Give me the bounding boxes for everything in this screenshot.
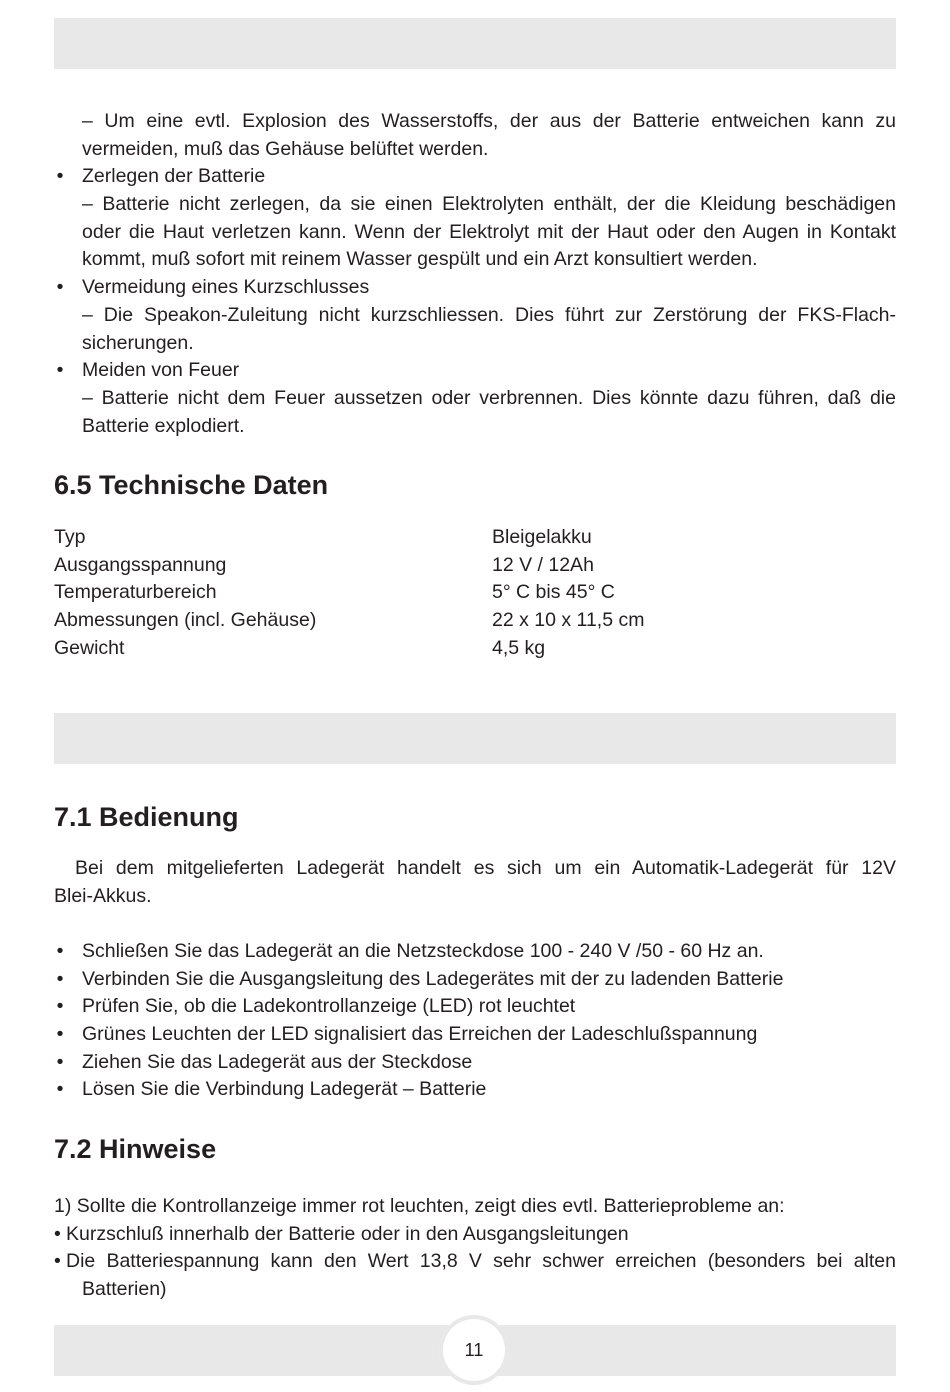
list-item	[54, 938, 896, 966]
list-item-title: Vermeidung eines Kurzschlusses	[82, 276, 370, 299]
list-item	[54, 1221, 896, 1249]
text-line: – Batterie nicht zerlegen, da sie einen Elektrolyten enthält, der die Kleidung beschädigen	[82, 193, 896, 216]
list-item-text: Schließen Sie das Ladegerät an die Netzsteckdose 100 - 240 V /50 - 60 Hz an.	[82, 940, 764, 962]
text-line: Batterien)	[82, 1278, 167, 1301]
operation-steps	[54, 938, 896, 1104]
list-item	[54, 1076, 896, 1104]
list-item-text: Prüfen Sie, ob die Ladekontrollanzeige (LED) rot leuchtet	[82, 995, 576, 1018]
list-item	[54, 1049, 896, 1077]
table-row	[54, 552, 896, 580]
section-title-7-2: 7.2 Hinweise	[54, 1134, 217, 1164]
list-item-text: Die Batteriespannung kann den Wert 13,8 V sehr schwer erreichen (besonders bei alten	[66, 1250, 896, 1273]
technical-data-table	[54, 524, 896, 662]
bullet-icon: •	[56, 1050, 64, 1073]
table-value: 12 V / 12Ah	[492, 553, 594, 576]
list-item	[54, 357, 896, 385]
table-key: Temperaturbereich	[54, 581, 217, 604]
section-title-6-5: 6.5 Technische Daten	[54, 470, 329, 500]
text-line: Blei-Akkus.	[54, 884, 152, 907]
table-key: Abmessungen (incl. Gehäuse)	[54, 609, 317, 632]
bullet-icon: •	[56, 967, 64, 990]
list-item-text: Lösen Sie die Verbindung Ladegerät – Batterie	[82, 1078, 487, 1101]
text-line: vermeiden, muß das Gehäuse belüftet werden.	[82, 137, 489, 160]
text-line: oder die Haut verletzen kann. Wenn der Elektrolyt mit der Haut oder den Augen in Kontakt	[82, 220, 896, 243]
table-row	[54, 579, 896, 607]
table-value: 22 x 10 x 11,5 cm	[492, 609, 645, 632]
header-band	[54, 18, 896, 69]
section-band	[54, 713, 896, 764]
table-value: 5° C bis 45° C	[492, 581, 615, 604]
text-line: Batterie explodiert.	[82, 414, 245, 437]
bullet-icon: •	[56, 359, 64, 382]
operation-intro	[54, 855, 896, 910]
section-title-7-1: 7.1 Bedienung	[54, 802, 239, 832]
list-item	[54, 163, 896, 191]
text-line: sicherungen.	[82, 331, 194, 354]
table-key: Typ	[54, 526, 86, 548]
table-row	[54, 635, 896, 663]
bullet-icon: •	[54, 1250, 61, 1273]
list-item	[54, 274, 896, 302]
bullet-icon: •	[54, 1222, 61, 1245]
bullet-icon: •	[56, 940, 64, 962]
bullet-icon: •	[56, 165, 64, 188]
table-row	[54, 524, 896, 552]
table-value: Bleigelakku	[492, 526, 592, 548]
table-row	[54, 607, 896, 635]
bullet-icon: •	[56, 1023, 64, 1046]
list-item-text: Verbinden Sie die Ausgangsleitung des Ladegerätes mit der zu ladenden Batterie	[82, 967, 784, 990]
text-line: 1) Sollte die Kontrollanzeige immer rot leuchten, zeigt dies evtl. Batterieprobleme an:	[54, 1195, 785, 1217]
list-item	[54, 966, 896, 994]
bullet-icon: •	[56, 276, 64, 299]
page-number: 11	[439, 1315, 509, 1385]
list-item-text: Grünes Leuchten der LED signalisiert das Erreichen der Ladeschlußspannung	[82, 1023, 758, 1046]
text-line: – Die Speakon-Zuleitung nicht kurzschliessen. Dies führt zur Zerstörung der FKS-Flach-	[82, 303, 896, 326]
list-item	[54, 1021, 896, 1049]
text-line: – Batterie nicht dem Feuer aussetzen oder verbrennen. Dies könnte dazu führen, daß die	[82, 386, 896, 409]
table-value: 4,5 kg	[492, 636, 546, 659]
list-item-text: Ziehen Sie das Ladegerät aus der Steckdose	[82, 1050, 473, 1073]
list-item	[54, 1248, 896, 1276]
list-item-text: Kurzschluß innerhalb der Batterie oder in den Ausgangsleitungen	[66, 1222, 629, 1245]
text-line: Bei dem mitgelieferten Ladegerät handelt es sich um ein Automatik-Ladegerät für 12V	[75, 857, 896, 879]
table-key: Ausgangsspannung	[54, 553, 227, 576]
notes	[54, 1193, 896, 1304]
bullet-icon: •	[56, 1078, 64, 1101]
list-item-title: Zerlegen der Batterie	[82, 165, 266, 188]
table-key: Gewicht	[54, 636, 125, 659]
text-line: – Um eine evtl. Explosion des Wasserstoffs, der aus der Batterie entweichen kann zu	[82, 110, 896, 132]
list-item	[54, 993, 896, 1021]
bullet-icon: •	[56, 995, 64, 1018]
safety-notes	[54, 108, 896, 440]
text-line: kommt, muß sofort mit reinem Wasser gespült und ein Arzt konsultiert werden.	[82, 248, 758, 271]
list-item-title: Meiden von Feuer	[82, 359, 240, 382]
